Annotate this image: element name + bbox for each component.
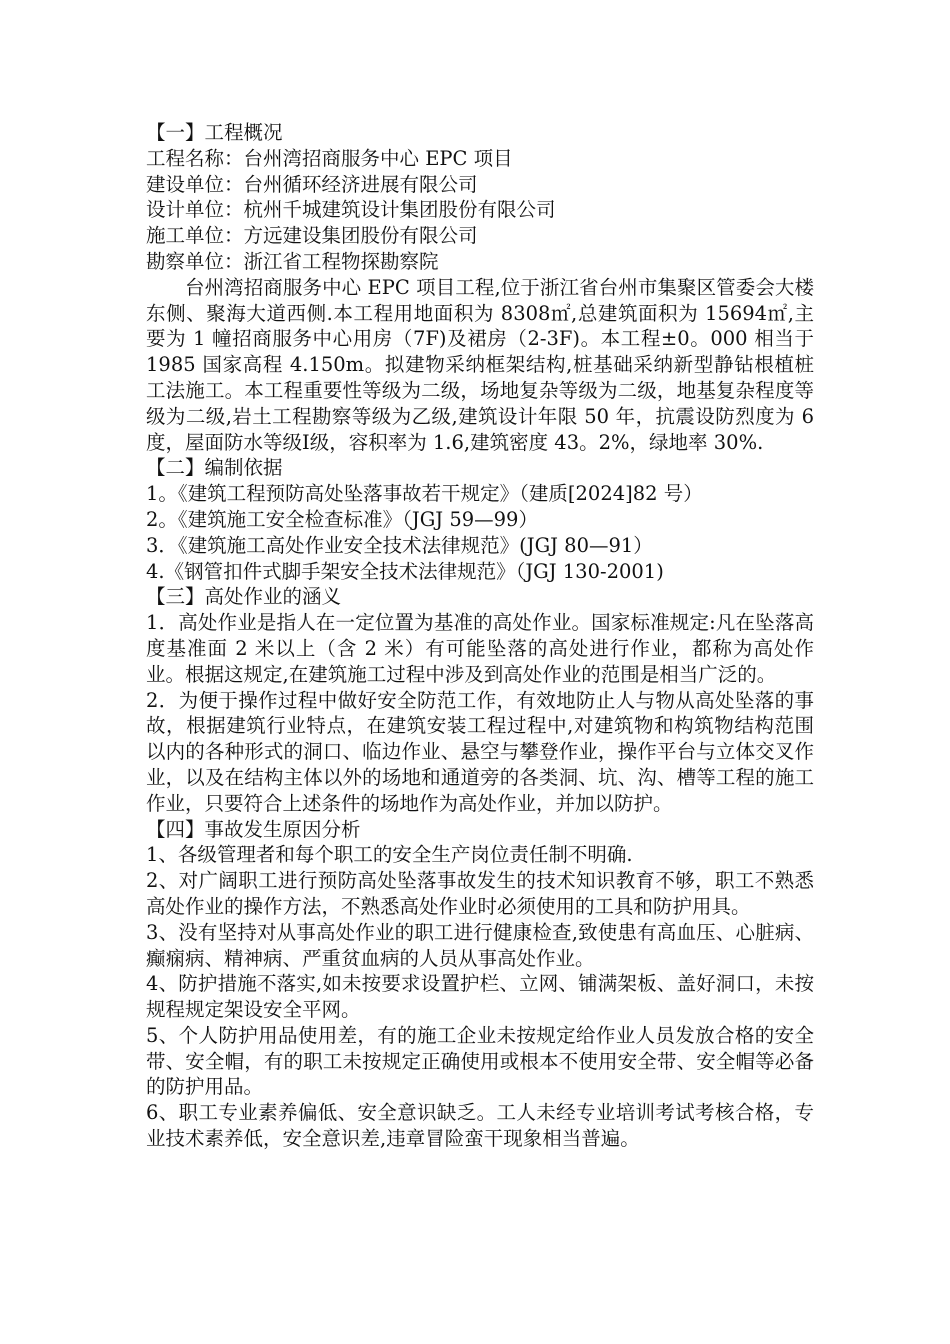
basis-item: 1。《建筑工程预防高处坠落事故若干规定》（建质[2024]82 号） [146,482,703,506]
section-heading-basis: 【二】编制依据 [146,456,283,480]
cause-item: 4、防护措施不落实,如未按要求设置护栏、立网、铺满架板、盖好洞口，未按规程规定架设安全平网。 [146,972,814,1022]
definition-paragraph: 1．高处作业是指人在一定位置为基准的高处作业。国家标准规定:凡在坠落高度基准面 2 米以上（含 2 米）有可能坠落的高处进行作业，都称为高处作业。根据这规定,在建筑施工过程中涉及到高处作业的范围是相当广泛的。 [146,611,814,686]
basis-item: 2。《建筑施工安全检查标准》（JGJ 59—99） [146,507,538,531]
surveyor-line: 勘察单位：浙江省工程物探勘察院 [146,249,439,273]
contractor-line: 施工单位：方远建设集团股份有限公司 [146,224,478,248]
definition-paragraph: 2．为便于操作过程中做好安全防范工作，有效地防止人与物从高处坠落的事故，根据建筑行业特点，在建筑安装工程过程中,对建筑物和构筑物结构范围以内的各种形式的洞口、临边作业、悬空与攀登作业，操作平台与立体交叉作业，以及在结构主体以外的场地和通道旁的各类洞、坑、沟、槽等工程的施工作业，只要符合上述条件的场地作为高处作业，并加以防护。 [146,688,814,815]
cause-item: 6、职工专业素养偏低、安全意识缺乏。工人未经专业培训考试考核合格，专业技术素养低，安全意识差,违章冒险蛮干现象相当普遍。 [146,1101,814,1151]
cause-item: 3、没有坚持对从事高处作业的职工进行健康检查,致使患有高血压、心脏病、癫痫病、精神病、严重贫血病的人员从事高处作业。 [146,920,814,970]
basis-item: 4.《钢管扣件式脚手架安全技术法律规范》（JGJ 130-2001) [146,559,664,583]
section-heading-definition: 【三】高处作业的涵义 [146,585,342,609]
cause-item: 2、对广阔职工进行预防高处坠落事故发生的技术知识教育不够，职工不熟悉高处作业的操作方法，不熟悉高处作业时必须使用的工具和防护用具。 [146,869,814,918]
designer-line: 设计单位：杭州千城建筑设计集团股份有限公司 [146,198,556,222]
project-name-line: 工程名称：台州湾招商服务中心 EPC 项目 [146,146,513,170]
project-overview-paragraph: 台州湾招商服务中心 EPC 项目工程,位于浙江省台州市集聚区管委会大楼东侧、聚海大道西侧.本工程用地面积为 8308㎡,总建筑面积为 15694㎡,主要为 1 幢招商服务中心用房（7F)及裙房（2-3F)。本工程±0。000 相当于 1985 国家高程 4.150m。拟建物采纳框架结构,桩基础采纳新型静钻根植桩工法施工。本工程重要性等级为二级，场地复杂等级为二级，地基复杂程度等级为二级,岩土工程勘察等级为乙级,建筑设计年限 50 年，抗震设防烈度为 6 度，屋面防水等级Ⅰ级，容积率为 1.6,建筑密度 43。2%，绿地率 30%. [146,275,814,454]
cause-item: 1、各级管理者和每个职工的安全生产岗位责任制不明确. [146,843,633,867]
section-heading-causes: 【四】事故发生原因分析 [146,817,361,841]
cause-item: 5、个人防护用品使用差，有的施工企业未按规定给作业人员发放合格的安全带、安全帽，有的职工未按规定正确使用或根本不使用安全带、安全帽等必备的防护用品。 [146,1023,814,1099]
document-page [146,120,814,1152]
basis-item: 3．《建筑施工高处作业安全技术法律规范》(JGJ 80—91） [146,533,653,557]
owner-line: 建设单位：台州循环经济进展有限公司 [146,172,478,196]
section-heading-overview: 【一】工程概况 [146,121,283,144]
